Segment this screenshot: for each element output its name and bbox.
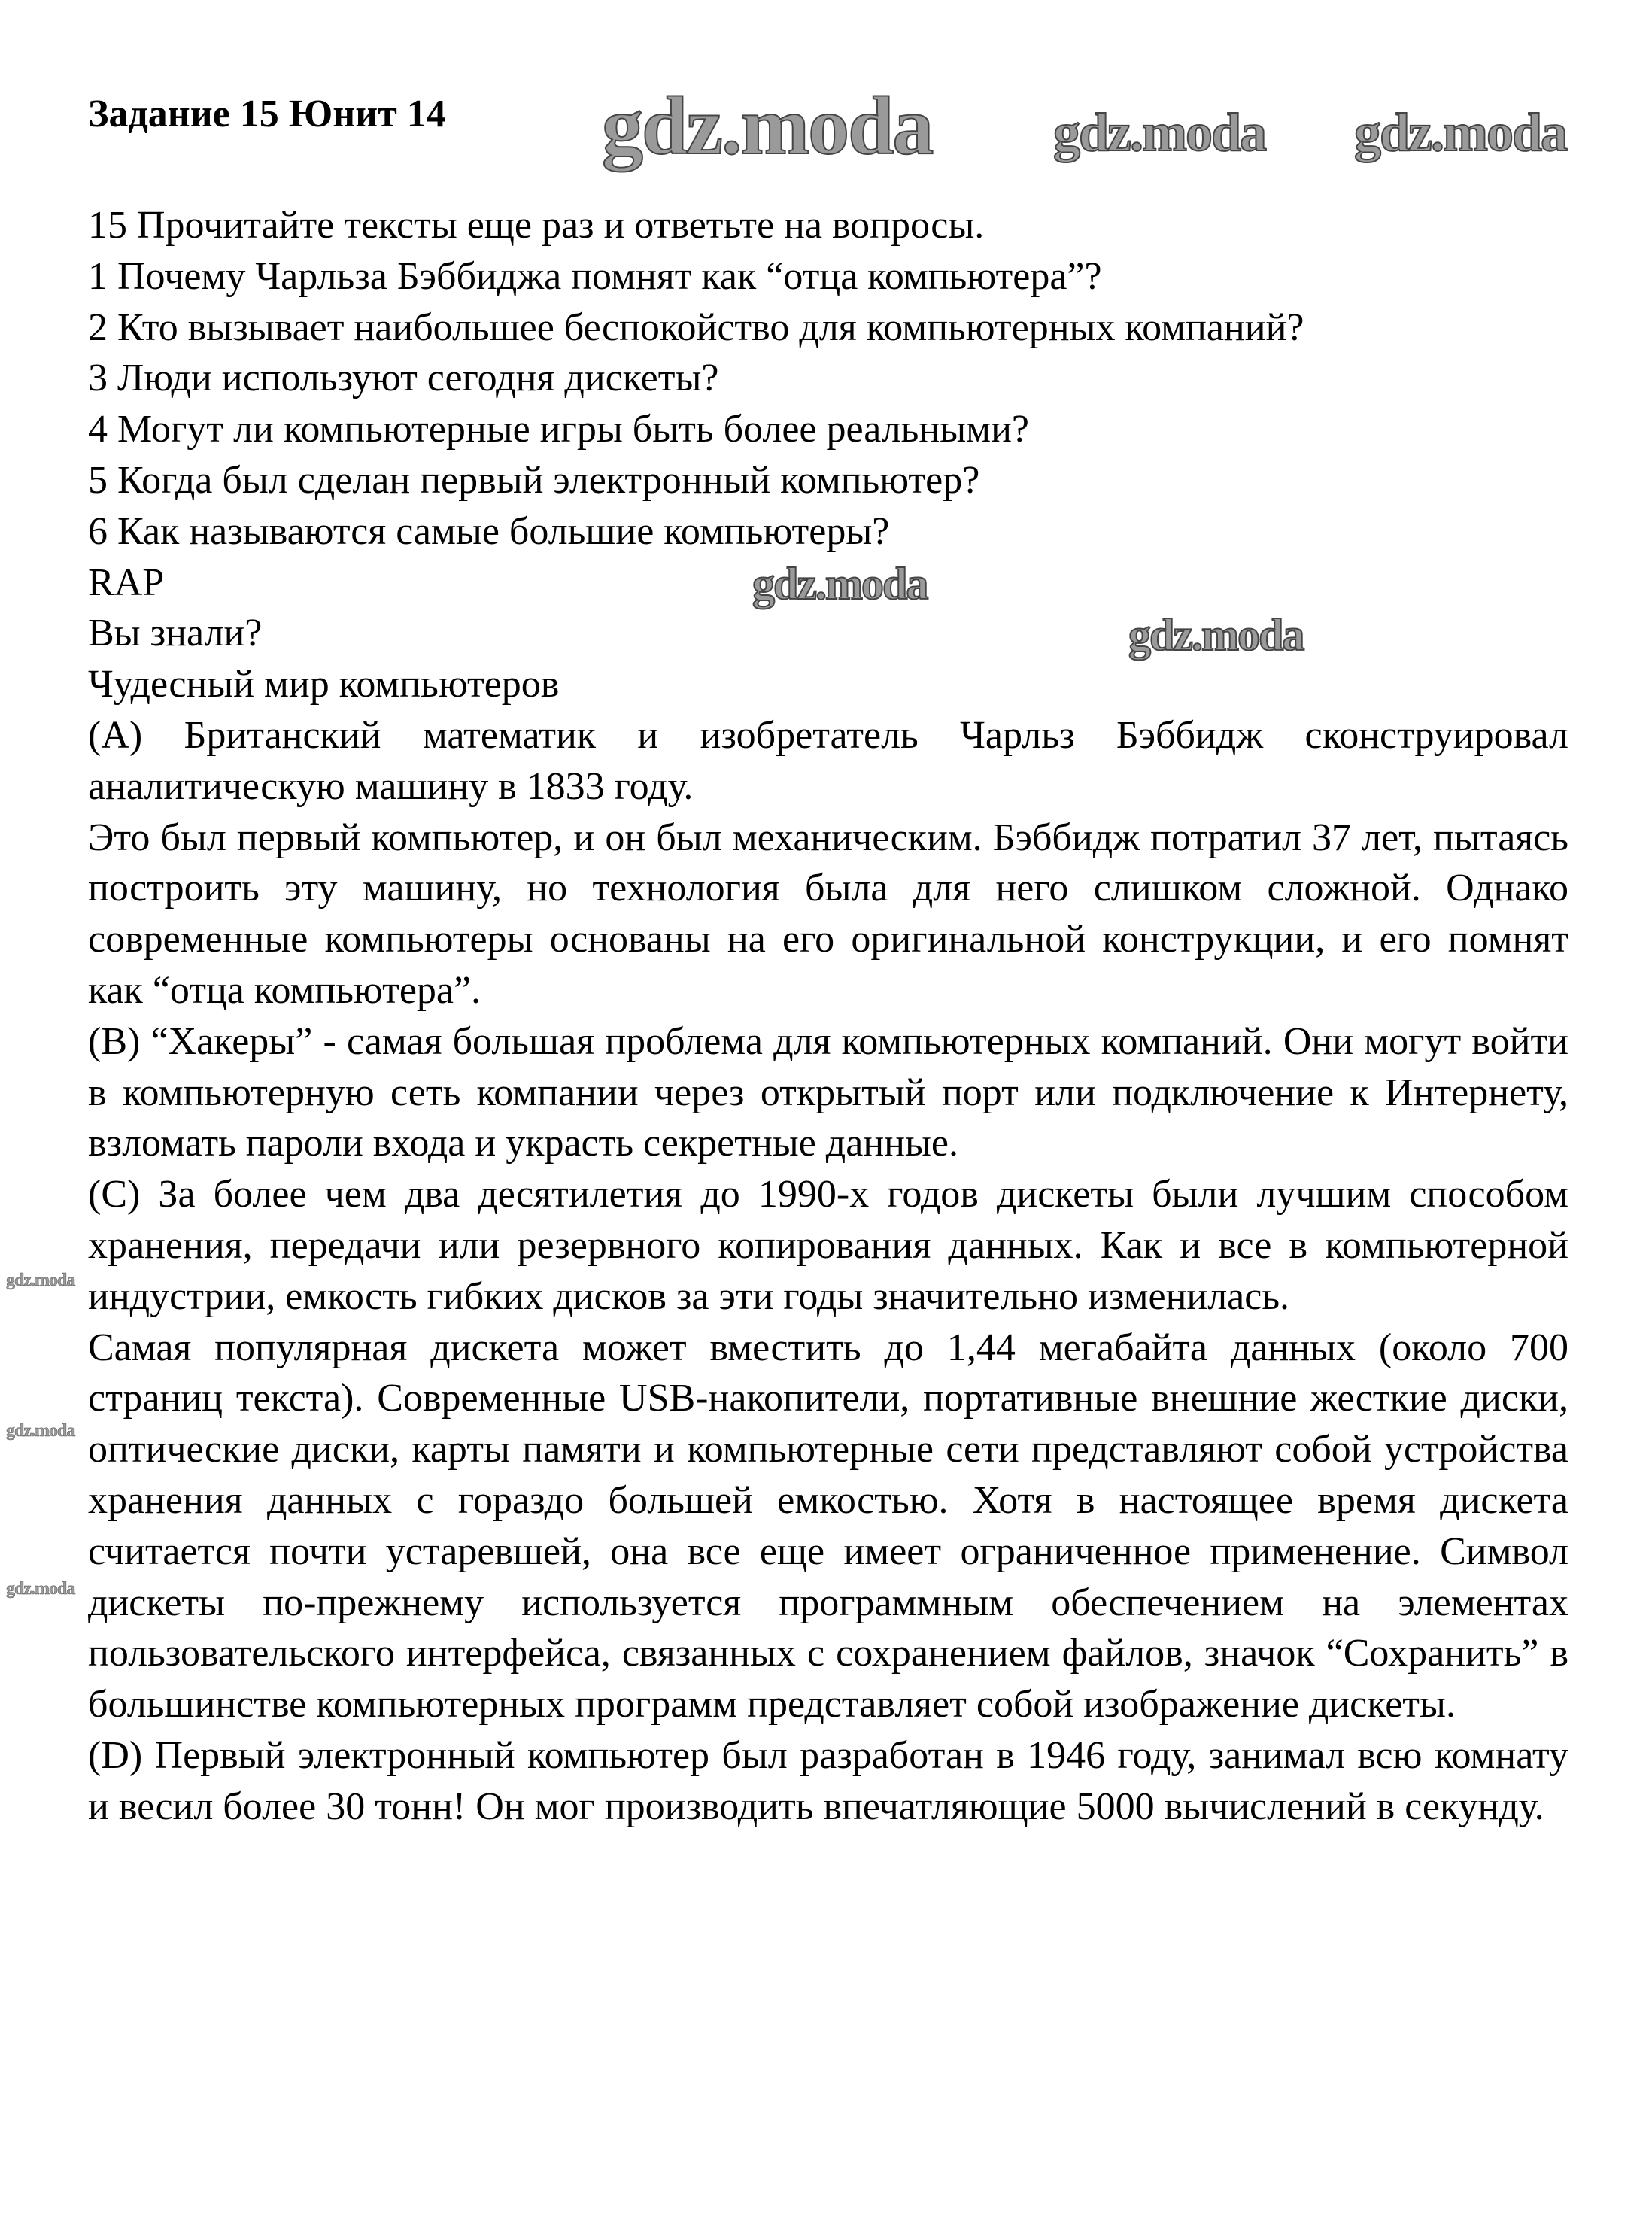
did-you-know-heading: Вы знали? — [88, 612, 263, 655]
paragraph-b: (В) “Хакеры” - самая большая проблема для компьютерных компаний. Они могут войти в компьютерную сеть компании через открытый порт или подключение к Интернету, взломать пароли входа и украсть секретные данные. — [88, 1019, 1568, 1165]
question-2: 2 Кто вызывает наибольшее беспокойство для компьютерных компаний? — [88, 305, 1304, 349]
question-3: 3 Люди используют сегодня дискеты? — [88, 357, 719, 400]
paragraph-c: (С) За более чем два десятилетия до 1990-х годов дискеты были лучшим способом хранения, передачи или резервного копирования данных. Как и все в компьютерной индустрии, емкость гибких дисков за эти годы значительно изменилась. — [88, 1173, 1568, 1318]
page-title: Задание 15 Юнит 14 — [88, 93, 446, 135]
document-body — [88, 200, 1568, 1833]
paragraph-a-continued: Это был первый компьютер, и он был механическим. Бэббидж потратил 37 лет, пытаясь построить эту машину, но технология была для него слишком сложной. Однако современные компьютеры основаны на его оригинальной конструкции, и его помнят как “отца компьютера”. — [88, 815, 1568, 1012]
paragraph-a: (А) Британский математик и изобретатель Чарльз Бэббидж сконструировал аналитическую машину в 1833 году. — [88, 713, 1568, 808]
paragraph-c-continued: Самая популярная дискета может вместить до 1,44 мегабайта данных (около 700 страниц текста). Современные USB-накопители, портативные внешние жесткие диски, оптические диски, карты памяти и компьютерные сети представляют собой устройства хранения данных с гораздо большей емкостью. Хотя в настоящее время дискета считается почти устаревшей, она все еще имеет ограниченное применение. Символ дискеты по-прежнему используется программным обеспечением на элементах пользовательского интерфейса, связанных с сохранением файлов, значок “Сохранить” в большинстве компьютерных программ представляет собой изображение дискеты. — [88, 1326, 1568, 1727]
watermark-logo: gdz.moda — [602, 80, 933, 172]
watermark-logo: gdz.moda — [1053, 102, 1266, 162]
watermark-logo: gdz.moda — [752, 559, 928, 609]
watermark-logo-small: gdz.moda — [6, 1421, 75, 1441]
text-title: Чудесный мир компьютеров — [88, 663, 560, 706]
watermark-logo-small: gdz.moda — [6, 1579, 75, 1599]
watermark-logo: gdz.moda — [1128, 610, 1304, 660]
question-5: 5 Когда был сделан первый электронный компьютер? — [88, 458, 980, 502]
question-4: 4 Могут ли компьютерные игры быть более реальными? — [88, 408, 1029, 451]
watermark-logo-small: gdz.moda — [6, 1271, 75, 1290]
paragraph-d: (D) Первый электронный компьютер был разработан в 1946 году, занимал всю комнату и весил более 30 тонн! Он мог производить впечатляющие 5000 вычислений в секунду. — [88, 1733, 1568, 1828]
question-1: 1 Почему Чарльза Бэббиджа помнят как “отца компьютера”? — [88, 254, 1102, 298]
question-6: 6 Как называются самые большие компьютеры? — [88, 509, 890, 553]
task-instruction: 15 Прочитайте тексты еще раз и ответьте на вопросы. — [88, 204, 985, 247]
rap-label: RAP — [88, 560, 165, 604]
watermark-logo: gdz.moda — [1354, 102, 1567, 162]
